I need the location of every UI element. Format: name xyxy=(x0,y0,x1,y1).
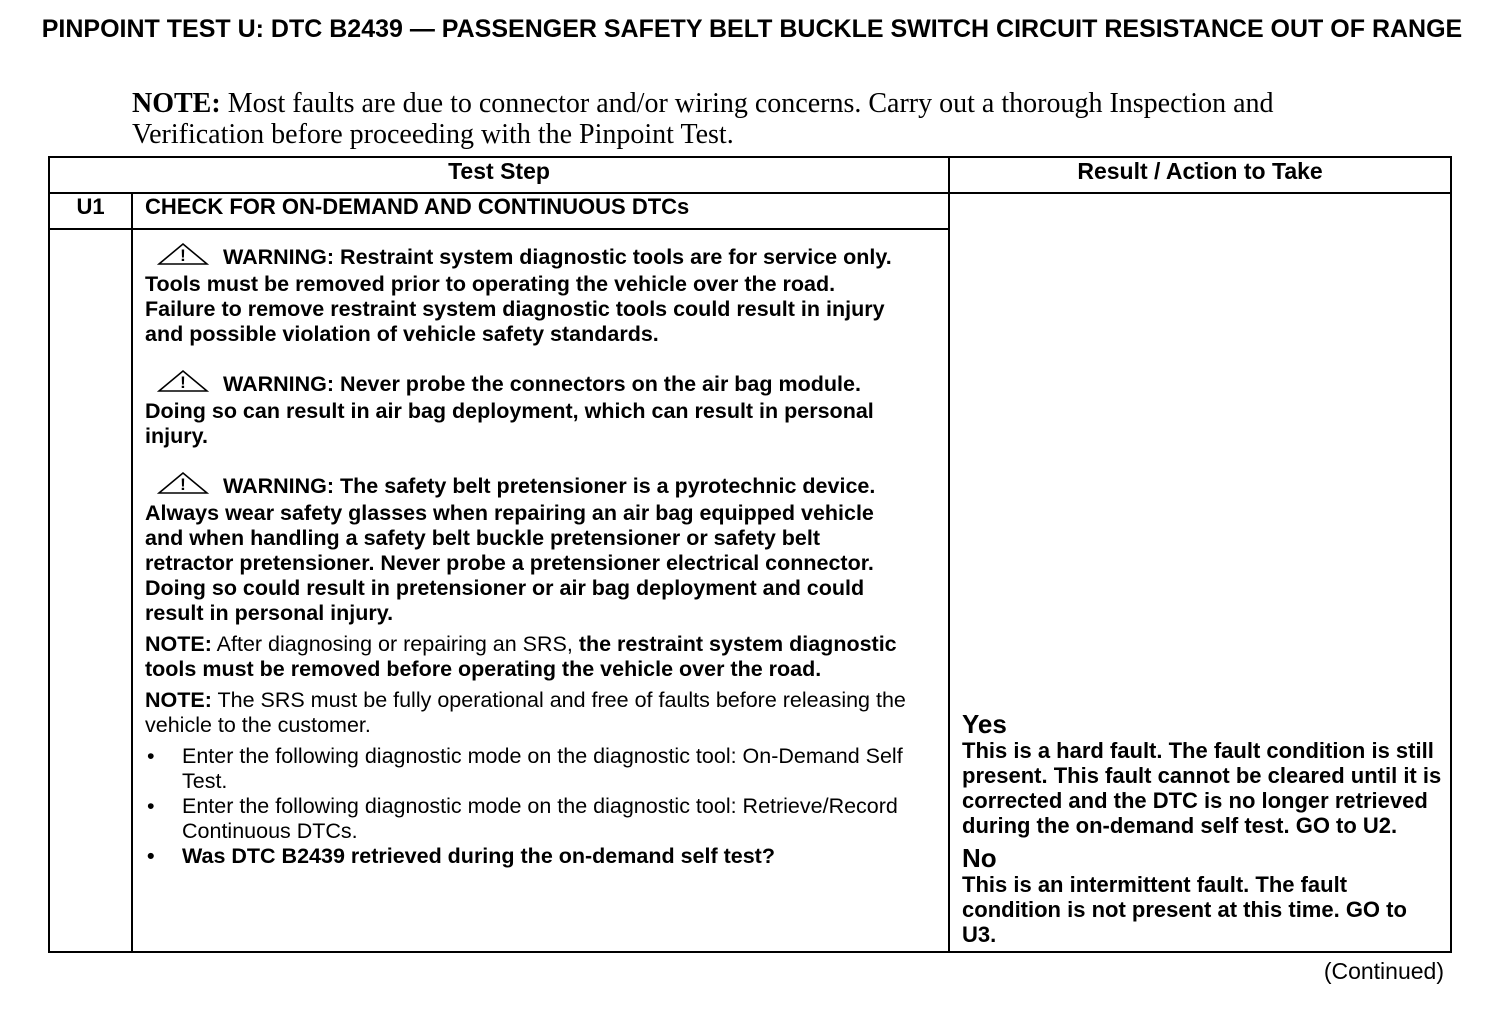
step-body xyxy=(132,229,949,952)
continued-label: (Continued) xyxy=(1323,958,1444,984)
table-header-row xyxy=(49,157,1451,193)
result-yes-text xyxy=(962,738,1442,838)
header-result: Result / Action to Take xyxy=(949,157,1451,193)
svg-text:!: ! xyxy=(180,373,186,392)
list-item: • Enter the following diagnostic mode on the diagnostic tool: On-Demand Self Test. xyxy=(145,744,908,794)
step-instructions-list xyxy=(145,744,908,869)
note-bold-text: the restraint system diagnostic tools must be removed before operating the vehicle over the road. xyxy=(145,632,897,681)
warning-triangle-icon xyxy=(157,242,209,272)
intro-note-text: Most faults are due to connector and/or wiring concerns. Carry out a thorough Inspection and Verification before proceeding with the Pinpoint Test. xyxy=(132,88,1274,150)
pinpoint-test-table xyxy=(48,156,1452,953)
intro-note xyxy=(132,88,1332,150)
warning-text: WARNING: Restraint system diagnostic tools are for service only. Tools must be removed prior to operating the vehicle over the road. Failure to remove restraint system diagnostic tools could result in injury and possible violation of vehicle safety standards. xyxy=(145,245,892,346)
svg-text:!: ! xyxy=(180,246,186,265)
warning-triangle-icon xyxy=(157,471,209,501)
note-label: NOTE: xyxy=(145,688,212,712)
warning-text: WARNING: Never probe the connectors on the air bag module. Doing so can result in air bag deployment, which can result in personal injury. xyxy=(145,372,874,448)
warning-block xyxy=(145,242,908,347)
note-srs-operational xyxy=(145,688,908,738)
result-cell xyxy=(949,193,1451,952)
result-no-label: No xyxy=(962,843,997,873)
result-no-text xyxy=(962,872,1442,947)
result-no-end: . xyxy=(990,922,997,947)
step-title: CHECK FOR ON-DEMAND AND CONTINUOUS DTCs xyxy=(132,193,949,229)
result-no-body: This is an intermittent fault. The fault condition is not present at this time. GO to xyxy=(962,872,1407,922)
intro-note-label: NOTE: xyxy=(132,88,221,119)
warning-block xyxy=(145,369,908,449)
page-title: PINPOINT TEST U: DTC B2439 — PASSENGER SAFETY BELT BUCKLE SWITCH CIRCUIT RESISTANCE OUT OF RANGE xyxy=(41,15,1463,43)
header-test-step: Test Step xyxy=(49,157,949,193)
warning-triangle-icon xyxy=(157,369,209,399)
result-yes-end: . xyxy=(1391,813,1398,838)
note-text: The SRS must be fully operational and free of faults before releasing the vehicle to the customer. xyxy=(145,688,906,737)
note-text: After diagnosing or repairing an SRS, xyxy=(211,632,579,656)
result-yes-goto: U2 xyxy=(1362,813,1392,838)
step-question: • Was DTC B2439 retrieved during the on-demand self test? xyxy=(145,844,908,869)
warning-block xyxy=(145,471,908,626)
step-title-row xyxy=(49,193,1451,229)
result-yes-body: This is a hard fault. The fault condition is still present. This fault cannot be cleared until it is corrected and the DTC is no longer retrieved during the on-demand self test. GO to xyxy=(962,738,1442,838)
svg-text:!: ! xyxy=(180,475,186,494)
list-item: • Enter the following diagnostic mode on the diagnostic tool: Retrieve/Record Continuous DTCs. xyxy=(145,794,908,844)
step-id-empty-cell xyxy=(49,229,132,952)
note-label: NOTE: xyxy=(145,632,212,656)
result-yes-label: Yes xyxy=(962,709,1007,739)
note-srs-tools xyxy=(145,632,908,682)
step-id: U1 xyxy=(49,193,132,229)
result-no-goto: U3 xyxy=(962,922,991,947)
warning-text: WARNING: The safety belt pretensioner is a pyrotechnic device. Always wear safety glasses when repairing an air bag equipped vehicle and when handling a safety belt buckle pretensioner or safety belt retractor pretensioner. Never probe a pretensioner electrical connector. Doing so could result in pretensioner or air bag deployment and could result in personal injury. xyxy=(145,474,876,625)
